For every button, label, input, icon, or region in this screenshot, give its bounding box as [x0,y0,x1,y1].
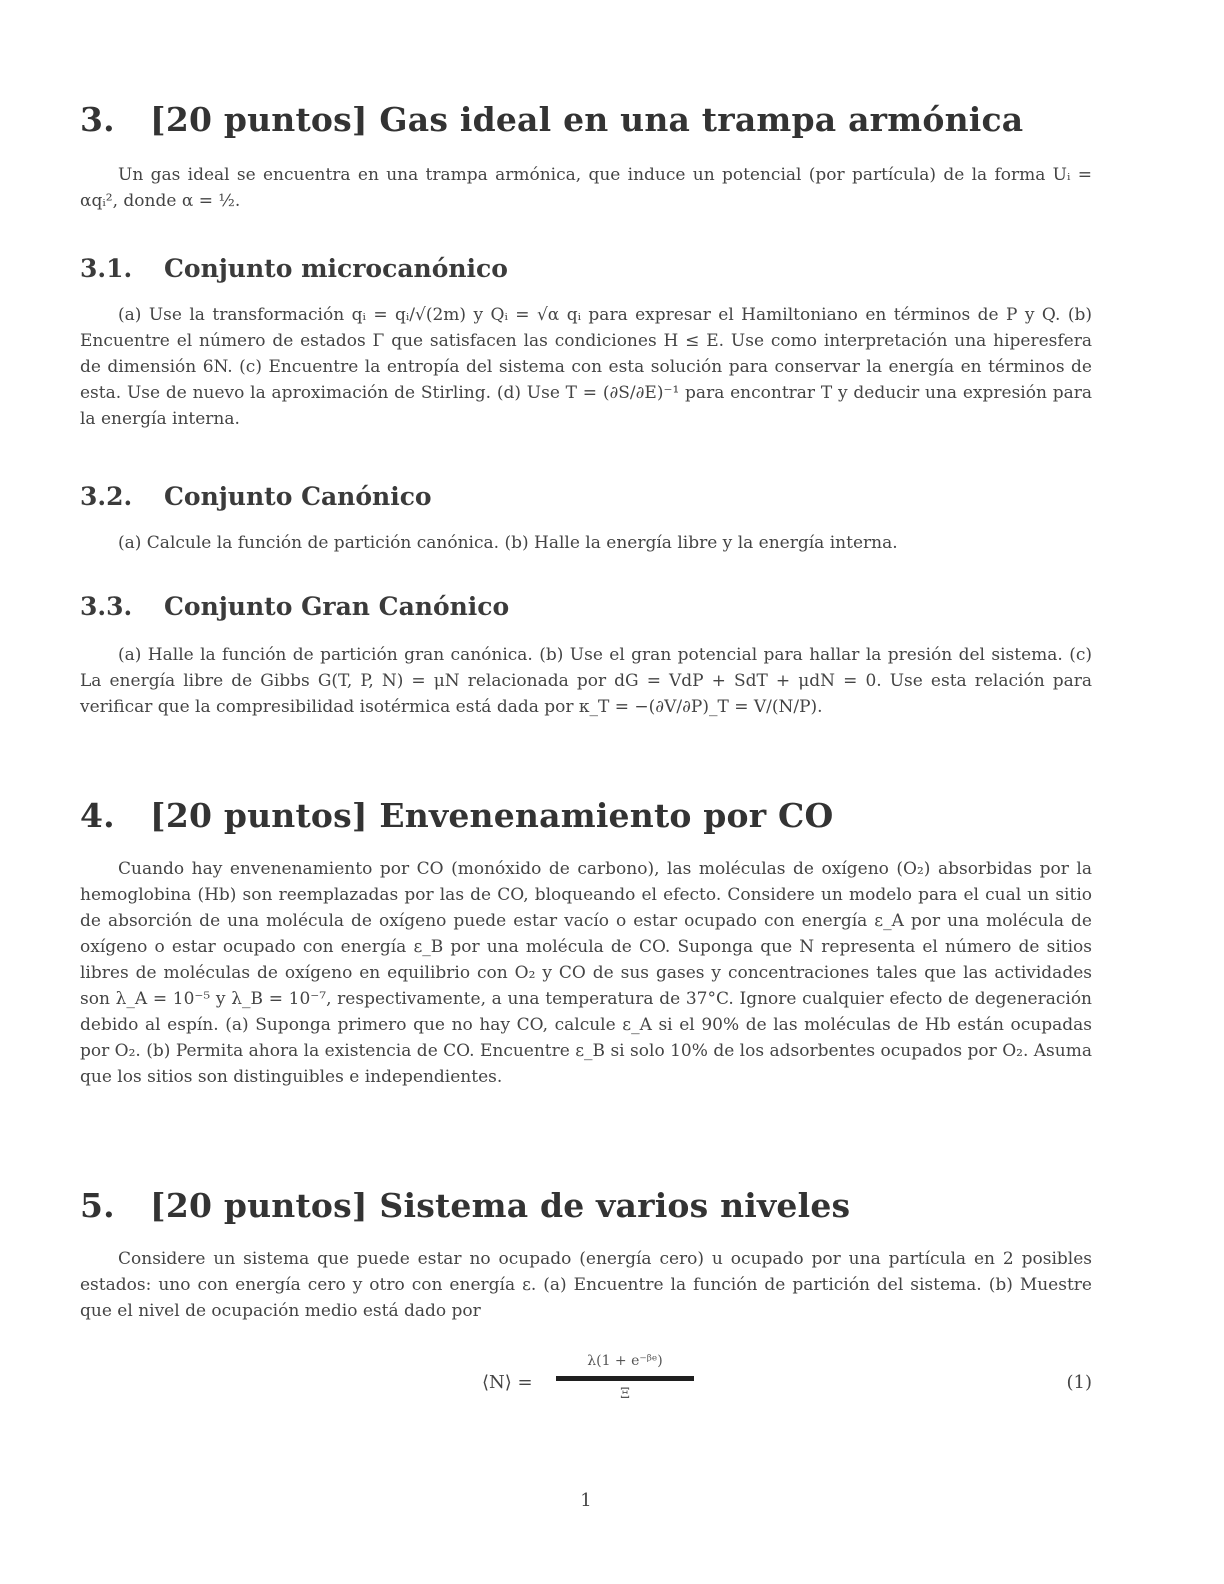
document-page [80,0,1092,1584]
subsection-3-1-body: (a) Use la transformación qᵢ = qᵢ/√(2m) y Qᵢ = √α qᵢ para expresar el Hamiltoniano en términos de P y Q. (b) Encuentre el número de estados Γ que satisfacen las condiciones H ≤ E. Use como interpretación una hiperesfera de dimensión 6N. (c) Encuentre la entropía del sistema con esta solución para conservar la energía en términos de esta. Use de nuevo la aproximación de Stirling. (d) Use T = (∂S/∂E)⁻¹ para encontrar T y deducir una expresión para la energía interna. [80,305,1092,429]
equation-numerator: λ(1 + e⁻ᵝᵉ) [587,1353,663,1369]
section-4-number: 4. [80,796,115,835]
subsection-3-3-heading [80,592,509,621]
section-4-heading [80,796,833,835]
subsection-3-1-number: 3.1. [80,254,133,283]
subsection-3-3-title: Conjunto Gran Canónico [164,592,510,621]
subsection-3-3-body: (a) Halle la función de partición gran canónica. (b) Use el gran potencial para hallar la presión del sistema. (c) La energía libre de Gibbs G(T, P, N) = μN relacionada por dG = VdP + SdT + μdN = 0. Use esta relación para verificar que la compresibilidad isotérmica está dada por κ_T = −(∂V/∂P)_T = V/(N/P). [80,645,1092,717]
section-3-heading [80,100,1023,139]
equation-fraction [556,1350,694,1403]
section-3-number: 3. [80,100,115,139]
section-5-heading [80,1186,850,1225]
equation-number: (1) [1066,1372,1092,1393]
fraction-bar [556,1376,694,1381]
section-4-body: Cuando hay envenenamiento por CO (monóxido de carbono), las moléculas de oxígeno (O₂) absorbidas por la hemoglobina (Hb) son reemplazadas por las de CO, bloqueando el efecto. Considere un modelo para el cual un sitio de absorción de una molécula de oxígeno puede estar vacío o estar ocupado con energía ε_A por una molécula de oxígeno o estar ocupado con energía ε_B por una molécula de CO. Suponga que N representa el número de sitios libres de moléculas de oxígeno en equilibrio con O₂ y CO de sus gases y concentraciones tales que las actividades son λ_A = 10⁻⁵ y λ_B = 10⁻⁷, respectivamente, a una temperatura de 37°C. Ignore cualquier efecto de degeneración debido al espín. (a) Suponga primero que no hay CO, calcule ε_A si el 90% de las moléculas de Hb están ocupadas por O₂. (b) Permita ahora la existencia de CO. Encuentre ε_B si solo 10% de los adsorbentes ocupados por O₂. Asuma que los sitios son distinguibles e independientes. [80,859,1092,1087]
subsection-3-1-heading [80,254,508,283]
subsection-3-2-body: (a) Calcule la función de partición canónica. (b) Halle la energía libre y la energía interna. [118,533,898,553]
subsection-3-3-number: 3.3. [80,592,133,621]
equation-denominator: Ξ [620,1386,630,1402]
section-3-title: [20 puntos] Gas ideal en una trampa armónica [150,100,1024,139]
subsection-3-2-title: Conjunto Canónico [164,482,432,511]
section-5-title: [20 puntos] Sistema de varios niveles [150,1186,851,1225]
section-4-title: [20 puntos] Envenenamiento por CO [150,796,834,835]
equation-1 [80,1350,1092,1410]
section-3-intro: Un gas ideal se encuentra en una trampa armónica, que induce un potencial (por partícula) de la forma Uᵢ = αqᵢ², donde α = ½. [80,165,1092,211]
equation-lhs: ⟨N⟩ = [482,1372,533,1393]
page-number: 1 [580,1490,592,1511]
subsection-3-2-heading [80,482,432,511]
section-5-body: Considere un sistema que puede estar no ocupado (energía cero) u ocupado por una partícula en 2 posibles estados: uno con energía cero y otro con energía ε. (a) Encuentre la función de partición del sistema. (b) Muestre que el nivel de ocupación medio está dado por [80,1249,1092,1321]
subsection-3-2-number: 3.2. [80,482,133,511]
section-5-number: 5. [80,1186,115,1225]
subsection-3-1-title: Conjunto microcanónico [164,254,508,283]
